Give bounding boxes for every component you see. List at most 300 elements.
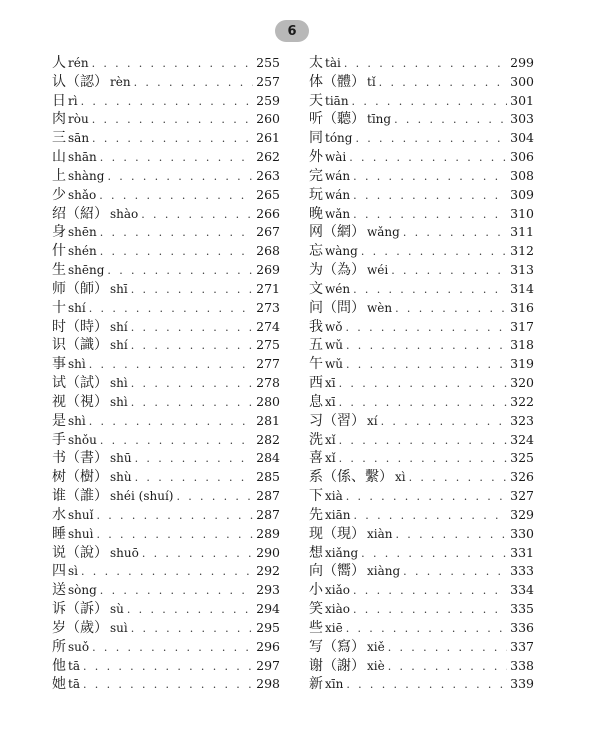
entry-character: 山 (52, 149, 66, 166)
dot-leader (388, 658, 507, 676)
index-entry (309, 242, 534, 261)
entry-page-number: 287 (256, 488, 280, 504)
entry-pinyin: shū (110, 451, 132, 466)
entry-character: 时（時） (52, 318, 108, 335)
index-entry (52, 261, 280, 280)
entry-pinyin: wèn (367, 300, 393, 315)
entry-character: 五 (309, 337, 323, 354)
entry-character: 太 (309, 55, 323, 71)
entry-pinyin: xiè (367, 658, 385, 673)
entry-page-number: 330 (510, 525, 534, 541)
index-entry (52, 449, 280, 468)
index-entry (52, 223, 280, 242)
dot-leader (131, 620, 253, 638)
entry-page-number: 285 (256, 469, 280, 485)
entry-character: 十 (52, 299, 66, 316)
dot-leader (346, 620, 507, 638)
dot-leader (100, 224, 253, 242)
entry-pinyin: wán (325, 187, 351, 202)
entry-page-number: 267 (256, 224, 280, 240)
dot-leader (92, 55, 254, 73)
index-entry (52, 54, 280, 73)
entry-character: 日 (52, 92, 66, 109)
entry-character: 岁（歲） (52, 619, 108, 636)
entry-pinyin: xī (325, 394, 336, 409)
entry-pinyin: xiàn (367, 526, 393, 541)
index-entry (309, 525, 534, 544)
index-column-left (52, 54, 280, 694)
entry-character: 洗 (309, 431, 323, 448)
entry-page-number: 335 (510, 601, 534, 617)
entry-page-number: 296 (256, 638, 280, 654)
entry-page-number: 260 (256, 111, 280, 127)
entry-pinyin: shān (68, 150, 97, 165)
entry-pinyin: tóng (325, 131, 353, 146)
entry-pinyin: shàng (68, 168, 105, 183)
index-entry (52, 412, 280, 431)
entry-page-number: 259 (256, 92, 280, 108)
entry-character: 三 (52, 130, 66, 147)
dot-leader (131, 319, 253, 337)
index-entry (309, 431, 534, 450)
entry-page-number: 308 (510, 167, 534, 183)
entry-pinyin: shéi (shuí) (110, 489, 174, 504)
entry-pinyin: xiǎng (325, 545, 359, 560)
entry-character: 认（認） (52, 73, 108, 90)
entry-pinyin: shēng (68, 263, 105, 278)
index-entry (309, 544, 534, 563)
dot-leader (349, 149, 507, 167)
entry-pinyin: xí (367, 413, 378, 428)
index-entry (309, 261, 534, 280)
entry-character: 试（試） (52, 375, 108, 392)
index-entry (52, 487, 280, 506)
dot-leader (89, 300, 253, 318)
entry-pinyin: shuō (110, 545, 139, 560)
dot-leader (355, 130, 507, 148)
dot-leader (354, 507, 508, 525)
entry-page-number: 339 (510, 676, 534, 692)
entry-character: 新 (309, 676, 323, 693)
dot-leader (131, 281, 253, 299)
entry-pinyin: shí (110, 338, 128, 353)
entry-pinyin: wài (325, 150, 347, 165)
entry-pinyin: shào (110, 206, 139, 221)
entry-pinyin: xīn (325, 677, 344, 692)
entry-page-number: 293 (256, 582, 280, 598)
index-entry (52, 299, 280, 318)
dot-leader (135, 450, 254, 468)
entry-pinyin: shí (68, 300, 86, 315)
dot-leader (81, 563, 253, 581)
dot-leader (100, 243, 253, 261)
dot-leader (176, 488, 253, 506)
entry-character: 她 (52, 676, 66, 693)
entry-pinyin: xǐ (325, 451, 336, 466)
dot-leader (339, 450, 508, 468)
entry-pinyin: wǎn (325, 206, 351, 221)
entry-pinyin: shì (110, 394, 128, 409)
index-entry (52, 148, 280, 167)
entry-character: 午 (309, 356, 323, 373)
entry-page-number: 282 (256, 431, 280, 447)
entry-character: 网（網） (309, 224, 365, 241)
index-entry (52, 675, 280, 694)
entry-character: 喜 (309, 450, 323, 467)
entry-character: 少 (52, 186, 66, 203)
index-entry (52, 186, 280, 205)
index-entry (309, 167, 534, 186)
dot-leader (344, 55, 507, 73)
entry-page-number: 318 (510, 337, 534, 353)
index-entry (309, 675, 534, 694)
entry-page-number: 312 (510, 243, 534, 259)
dot-leader (96, 526, 253, 544)
entry-page-number: 313 (510, 262, 534, 278)
dot-leader (353, 206, 507, 224)
entry-character: 完 (309, 167, 323, 184)
dot-leader (100, 149, 253, 167)
index-entry (309, 186, 534, 205)
entry-pinyin: tīng (367, 112, 392, 127)
dot-leader (339, 394, 508, 412)
entry-character: 西 (309, 375, 323, 392)
dot-leader (92, 130, 253, 148)
entry-character: 事 (52, 356, 66, 373)
entry-page-number: 275 (256, 337, 280, 353)
index-entry (309, 280, 534, 299)
dot-leader (394, 111, 507, 129)
entry-page-number: 314 (510, 280, 534, 296)
index-entry (309, 657, 534, 676)
entry-pinyin: shuǐ (68, 507, 94, 522)
entry-character: 他 (52, 657, 66, 674)
entry-pinyin: tài (325, 56, 341, 70)
entry-character: 说（說） (52, 544, 108, 561)
entry-pinyin: shǎo (68, 187, 97, 202)
index-entry (52, 638, 280, 657)
dot-leader (353, 168, 507, 186)
entry-page-number: 278 (256, 375, 280, 391)
index-entry (52, 468, 280, 487)
entry-character: 天 (309, 92, 323, 109)
dot-leader (395, 300, 507, 318)
dot-leader (83, 676, 253, 694)
entry-character: 先 (309, 506, 323, 523)
dot-leader (352, 93, 508, 111)
dot-leader (346, 337, 507, 355)
entry-character: 水 (52, 506, 66, 523)
dot-leader (141, 206, 253, 224)
entry-character: 识（識） (52, 337, 108, 354)
entry-page-number: 319 (510, 356, 534, 372)
index-entry (309, 600, 534, 619)
entry-pinyin: sān (68, 131, 90, 146)
entry-pinyin: shí (110, 319, 128, 334)
entry-character: 所 (52, 638, 66, 655)
index-entry (309, 73, 534, 92)
index-entry (309, 148, 534, 167)
dot-leader (346, 319, 508, 337)
index-entry (52, 600, 280, 619)
entry-character: 绍（紹） (52, 205, 108, 222)
index-entry (52, 336, 280, 355)
entry-character: 送 (52, 582, 66, 599)
entry-page-number: 311 (510, 224, 534, 240)
dot-leader (403, 224, 507, 242)
dot-leader (403, 563, 507, 581)
entry-pinyin: sì (68, 564, 78, 579)
index-entry (309, 129, 534, 148)
dot-leader (127, 601, 253, 619)
index-entry (309, 468, 534, 487)
index-entry (52, 73, 280, 92)
dot-leader (134, 74, 254, 92)
index-entry (309, 638, 534, 657)
entry-pinyin: wán (325, 168, 351, 183)
index-entry (52, 374, 280, 393)
entry-pinyin: xiǎo (325, 583, 350, 598)
entry-page-number: 323 (510, 412, 534, 428)
dot-leader (339, 375, 508, 393)
entry-page-number: 265 (256, 186, 280, 202)
dot-leader (381, 413, 508, 431)
entry-character: 谢（謝） (309, 657, 365, 674)
entry-pinyin: sòng (68, 583, 97, 598)
entry-character: 是 (52, 412, 66, 429)
entry-page-number: 316 (510, 299, 534, 315)
dot-leader (131, 337, 253, 355)
entry-page-number: 295 (256, 619, 280, 635)
index-entry (309, 393, 534, 412)
index-entry (52, 242, 280, 261)
dot-leader (409, 469, 508, 487)
index-entry (52, 355, 280, 374)
index-entry (309, 299, 534, 318)
entry-character: 为（為） (309, 262, 365, 279)
entry-page-number: 298 (256, 676, 280, 692)
index-entry (52, 110, 280, 129)
entry-page-number: 284 (256, 450, 280, 466)
dot-leader (131, 375, 253, 393)
index-entry (52, 657, 280, 676)
entry-page-number: 255 (256, 55, 280, 70)
entry-pinyin: tā (68, 677, 80, 692)
dot-leader (89, 356, 253, 374)
entry-character: 现（現） (309, 525, 365, 542)
entry-page-number: 317 (510, 318, 534, 334)
entry-page-number: 277 (256, 356, 280, 372)
entry-character: 想 (309, 544, 323, 561)
entry-pinyin: tiān (325, 93, 349, 108)
entry-pinyin: shī (110, 281, 128, 296)
entry-pinyin: shù (110, 470, 132, 485)
entry-pinyin: shì (110, 376, 128, 391)
entry-page-number: 306 (510, 149, 534, 165)
dot-leader (96, 507, 253, 525)
entry-page-number: 325 (510, 450, 534, 466)
index-entry (52, 619, 280, 638)
entry-page-number: 320 (510, 375, 534, 391)
index-entry (309, 449, 534, 468)
index-entry (309, 205, 534, 224)
entry-page-number: 280 (256, 393, 280, 409)
index-entry (309, 223, 534, 242)
entry-character: 向（嚮） (309, 563, 365, 580)
index-entry (309, 506, 534, 525)
dot-leader (92, 111, 253, 129)
entry-pinyin: suǒ (68, 639, 90, 654)
entry-page-number: 301 (510, 92, 534, 108)
index-entry (309, 487, 534, 506)
dot-leader (99, 187, 253, 205)
dot-leader (361, 545, 507, 563)
entry-pinyin: xià (325, 489, 343, 504)
index-entry (52, 167, 280, 186)
entry-page-number: 292 (256, 563, 280, 579)
entry-pinyin: wàng (325, 244, 358, 259)
entry-character: 玩 (309, 186, 323, 203)
entry-character: 晚 (309, 205, 323, 222)
entry-character: 习（習） (309, 412, 365, 429)
entry-page-number: 338 (510, 657, 534, 673)
entry-character: 树（樹） (52, 469, 108, 486)
entry-page-number: 274 (256, 318, 280, 334)
entry-page-number: 333 (510, 563, 534, 579)
entry-character: 笑 (309, 601, 323, 618)
dot-leader (396, 526, 508, 544)
entry-character: 息 (309, 393, 323, 410)
entry-character: 身 (52, 224, 66, 241)
dot-leader (388, 639, 507, 657)
index-entry (309, 355, 534, 374)
entry-pinyin: sù (110, 602, 124, 617)
dot-leader (379, 74, 507, 92)
entry-pinyin: xiān (325, 507, 351, 522)
entry-pinyin: shì (68, 357, 86, 372)
index-entry (52, 129, 280, 148)
entry-pinyin: wéi (367, 263, 389, 278)
entry-pinyin: xǐ (325, 432, 336, 447)
dot-leader (100, 582, 253, 600)
entry-character: 小 (309, 582, 323, 599)
entry-character: 系（係、繫） (309, 469, 393, 486)
entry-character: 四 (52, 563, 66, 580)
entry-page-number: 327 (510, 488, 534, 504)
dot-leader (361, 243, 507, 261)
index-entry (309, 562, 534, 581)
entry-character: 生 (52, 262, 66, 279)
entry-page-number: 336 (510, 619, 534, 635)
entry-page-number: 263 (256, 167, 280, 183)
entry-page-number: 281 (256, 412, 280, 428)
entry-character: 书（書） (52, 450, 108, 467)
entry-character: 听（聽） (309, 111, 365, 128)
entry-pinyin: xì (395, 470, 406, 485)
dot-leader (346, 356, 507, 374)
entry-character: 谁（誰） (52, 488, 108, 505)
index-entry (309, 412, 534, 431)
entry-pinyin: xiàng (367, 564, 401, 579)
entry-page-number: 299 (510, 55, 534, 70)
dot-leader (107, 168, 253, 186)
entry-page-number: 294 (256, 601, 280, 617)
index-entry (52, 506, 280, 525)
entry-pinyin: xiào (325, 602, 350, 617)
index-entry (52, 393, 280, 412)
index-entry (309, 110, 534, 129)
entry-pinyin: shén (68, 244, 97, 259)
dot-leader (353, 582, 507, 600)
index-entry (309, 54, 534, 73)
entry-character: 体（體） (309, 73, 365, 90)
entry-pinyin: ròu (68, 112, 89, 127)
index-entry (309, 581, 534, 600)
entry-pinyin: wǔ (325, 357, 343, 372)
dot-leader (83, 658, 253, 676)
entry-character: 肉 (52, 111, 66, 128)
dot-leader (353, 187, 507, 205)
entry-page-number: 309 (510, 186, 534, 202)
entry-character: 什 (52, 243, 66, 260)
dot-leader (346, 676, 507, 694)
dot-leader (142, 545, 253, 563)
entry-character: 师（師） (52, 280, 108, 297)
entry-pinyin: shēn (68, 225, 97, 240)
entry-pinyin: wǎng (367, 225, 400, 240)
entry-page-number: 337 (510, 638, 534, 654)
entry-character: 诉（訴） (52, 601, 108, 618)
dot-leader (107, 262, 253, 280)
dot-leader (81, 93, 254, 111)
entry-page-number: 287 (256, 506, 280, 522)
entry-pinyin: rén (68, 56, 89, 70)
dot-leader (135, 469, 254, 487)
entry-character: 文 (309, 280, 323, 297)
entry-character: 些 (309, 619, 323, 636)
entry-character: 睡 (52, 525, 66, 542)
entry-page-number: 297 (256, 657, 280, 673)
entry-character: 忘 (309, 243, 323, 260)
dot-leader (131, 394, 253, 412)
index-entry (52, 205, 280, 224)
index-entry (52, 525, 280, 544)
index-entry (52, 581, 280, 600)
index-entry (309, 336, 534, 355)
entry-page-number: 261 (256, 130, 280, 146)
dot-leader (353, 281, 507, 299)
dot-leader (339, 432, 508, 450)
entry-character: 视（視） (52, 393, 108, 410)
entry-page-number: 262 (256, 149, 280, 165)
entry-character: 下 (309, 488, 323, 505)
entry-page-number: 324 (510, 431, 534, 447)
entry-page-number: 331 (510, 544, 534, 560)
entry-page-number: 268 (256, 243, 280, 259)
index-entry (52, 318, 280, 337)
index-entry (52, 544, 280, 563)
index-entry (52, 280, 280, 299)
entry-pinyin: tǐ (367, 74, 376, 89)
entry-page-number: 289 (256, 525, 280, 541)
entry-character: 上 (52, 167, 66, 184)
index-entry (309, 619, 534, 638)
index-entry (309, 318, 534, 337)
index-entry (52, 562, 280, 581)
dot-leader (92, 639, 253, 657)
index-entry (52, 431, 280, 450)
page-number-badge: 6 (275, 20, 309, 42)
